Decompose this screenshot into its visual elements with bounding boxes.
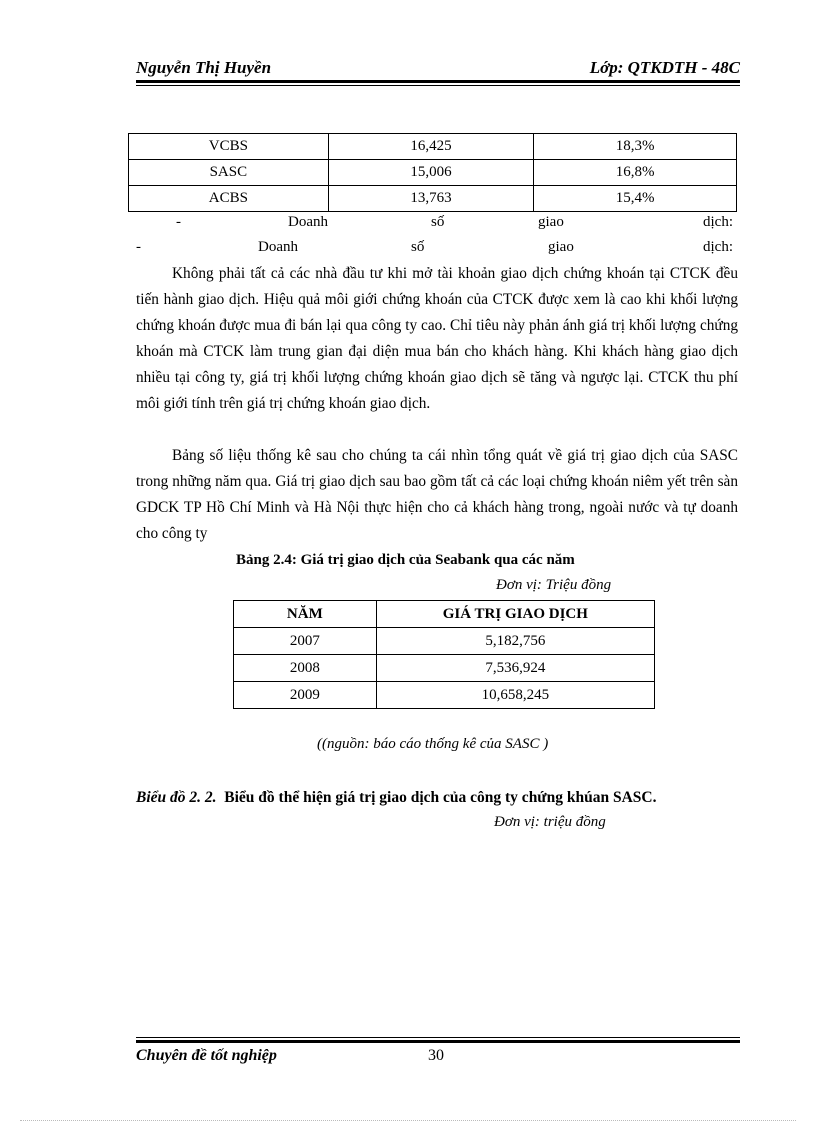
header-author: Nguyễn Thị Huyền	[136, 58, 272, 77]
spread-word: dịch:	[703, 239, 733, 255]
table-cell-value: 5,182,756	[376, 628, 654, 655]
table-cell-value: 10,658,245	[376, 682, 654, 709]
table-header-row	[234, 601, 655, 628]
footer-rule-thin	[136, 1037, 740, 1038]
table-cell-value: 15,006	[328, 160, 534, 186]
chart-caption-label: Biểu đồ 2. 2.	[136, 789, 217, 806]
brokerage-table	[128, 133, 737, 212]
table-cell-year: 2008	[234, 655, 377, 682]
spread-word: Doanh	[288, 214, 328, 230]
table-row	[234, 655, 655, 682]
header-class: Lớp: QTKDTH - 48C	[589, 58, 740, 77]
table-cell-name: ACBS	[129, 186, 329, 212]
spread-word: -	[176, 214, 181, 230]
table-cell-percent: 15,4%	[534, 186, 737, 212]
page-header	[136, 58, 740, 80]
header-rule-thin	[136, 85, 740, 86]
table-cell-value: 7,536,924	[376, 655, 654, 682]
header-rule-thick	[136, 80, 740, 83]
table-row	[129, 186, 737, 212]
table-row	[234, 628, 655, 655]
spread-word: Doanh	[258, 239, 298, 255]
spread-word: -	[136, 239, 141, 255]
footer-rule-thick	[136, 1040, 740, 1043]
spread-line-1	[136, 214, 736, 236]
table-cell-name: VCBS	[129, 134, 329, 160]
chart-caption-text: Biểu đồ thể hiện giá trị giao dịch của công ty chứng khúan SASC.	[224, 789, 657, 806]
paragraph-text: Bảng số liệu thống kê sau cho chúng ta cái nhìn tổng quát về giá trị giao dịch của SASC trong những năm qua. Giá trị giao dịch sau bao gồm tất cả các loại chứng khoán niêm yết trên sàn GDCK TP Hồ Chí Minh và Hà Nội thực hiện cho cả khách hàng trong, ngoài nước và tự doanh cho công ty	[136, 447, 738, 542]
footer-title: Chuyên đề tốt nghiệp	[136, 1047, 277, 1064]
spread-word: dịch:	[703, 214, 733, 230]
paragraph-brokerage	[136, 261, 738, 417]
table-header-value: GIÁ TRỊ GIAO DỊCH	[376, 601, 654, 628]
spread-word: giao	[538, 214, 564, 230]
transaction-value-table	[233, 600, 655, 709]
table-source: ((nguồn: báo cáo thống kê của SASC )	[317, 736, 549, 752]
table-cell-year: 2009	[234, 682, 377, 709]
table-unit: Đơn vị: Triệu đồng	[496, 577, 612, 593]
spread-line-2	[136, 239, 736, 261]
table-row	[129, 160, 737, 186]
chart-unit: Đơn vị: triệu đồng	[494, 814, 606, 830]
table-cell-percent: 18,3%	[534, 134, 737, 160]
table-row	[129, 134, 737, 160]
chart-caption	[136, 789, 656, 807]
paragraph-text: Không phải tất cả các nhà đầu tư khi mở tài khoản giao dịch chứng khoán tại CTCK đều tiến hành giao dịch. Hiệu quả môi giới chứng khoán của CTCK được xem là cao khi khối lượng chứng khoán được mua đi bán lại qua công ty cao. Chỉ tiêu này phản ánh giá trị khối lượng chứng khoán mà CTCK làm trung gian đại diện mua bán cho khách hàng. Khi khách hàng giao dịch nhiều tại công ty, giá trị khối lượng chứng khoán giao dịch sẽ tăng và ngược lại. CTCK thu phí môi giới tính trên giá trị chứng khoán giao dịch.	[136, 265, 738, 412]
page-number: 30	[428, 1047, 444, 1064]
table-cell-value: 16,425	[328, 134, 534, 160]
spread-word: số	[411, 239, 425, 255]
table-caption: Bảng 2.4: Giá trị giao dịch của Seabank qua các năm	[236, 552, 575, 568]
table-header-year: NĂM	[234, 601, 377, 628]
table-cell-percent: 16,8%	[534, 160, 737, 186]
table-cell-year: 2007	[234, 628, 377, 655]
page-footer	[136, 1047, 740, 1071]
paragraph-statistics	[136, 443, 738, 547]
spread-word: số	[431, 214, 445, 230]
table-cell-name: SASC	[129, 160, 329, 186]
spread-word: giao	[548, 239, 574, 255]
table-cell-value: 13,763	[328, 186, 534, 212]
table-row	[234, 682, 655, 709]
page-bottom-border	[20, 1120, 796, 1121]
